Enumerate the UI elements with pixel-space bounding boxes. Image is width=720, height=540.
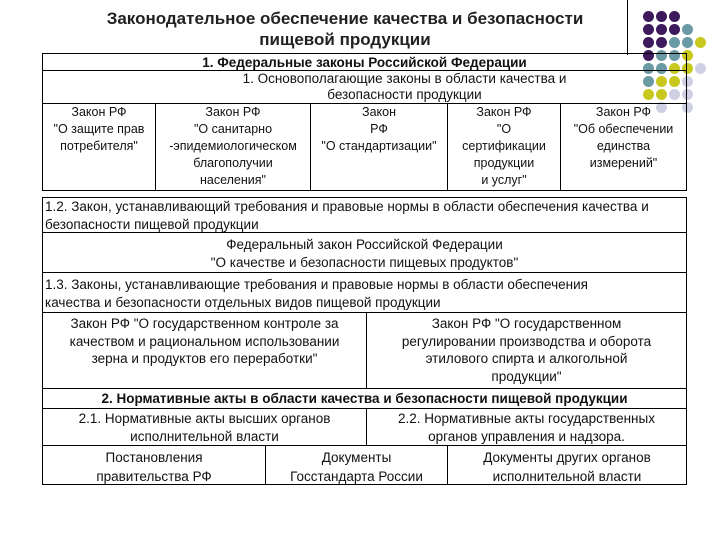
decorative-dot [656, 11, 667, 22]
law-alcohol-regulation: Закон РФ "О государственном регулировании производства и оборота этилового спирта и алкогольной продукции" [366, 312, 687, 389]
doc-other-authorities: Документы других органов исполнительной власти [447, 445, 687, 485]
divider-line [627, 0, 628, 55]
decorative-dot [656, 37, 667, 48]
decorative-dot [669, 24, 680, 35]
decorative-dot [682, 37, 693, 48]
section-1-header: 1. Федеральные законы Российской Федерации [42, 53, 687, 71]
law-standardization: Закон РФ "О стандартизации" [310, 103, 448, 191]
decorative-dot [695, 37, 706, 48]
decorative-dot [656, 24, 667, 35]
decorative-dot [669, 37, 680, 48]
law-sanitary: Закон РФ "О санитарно -эпидемиологическом благополучии населения" [155, 103, 311, 191]
law-measurements: Закон РФ "Об обеспечении единства измерений" [560, 103, 687, 191]
law-certification: Закон РФ "О сертификации продукции и услуг" [447, 103, 561, 191]
section-1-2: 1.2. Закон, устанавливающий требования и правовые нормы в области обеспечения качества и безопасности пищевой продукции [42, 197, 687, 233]
law-consumer-rights: Закон РФ "О защите прав потребителя" [42, 103, 156, 191]
section-2-1: 2.1. Нормативные акты высших органов исполнительной власти [42, 408, 367, 446]
decorative-dot [643, 24, 654, 35]
section-1-subheader: 1. Основополагающие законы в области качества и безопасности продукции [42, 70, 687, 104]
decorative-dot [643, 11, 654, 22]
decorative-dot [643, 37, 654, 48]
section-2-header: 2. Нормативные акты в области качества и безопасности пищевой продукции [42, 388, 687, 409]
federal-law-food-safety: Федеральный закон Российской Федерации "О качестве и безопасности пищевых продуктов" [42, 232, 687, 273]
decorative-dot [669, 11, 680, 22]
slide-title: Законодательное обеспечение качества и безопасности пищевой продукции [106, 9, 584, 49]
decorative-dot [682, 24, 693, 35]
law-grain-control: Закон РФ "О государственном контроле за качеством и рациональном использовании зерна и продуктов его переработки" [42, 312, 367, 389]
doc-government-resolutions: Постановления правительства РФ [42, 445, 266, 485]
doc-gosstandart: Документы Госстандарта России [265, 445, 448, 485]
decorative-dot [695, 63, 706, 74]
section-2-2: 2.2. Нормативные акты государственных органов управления и надзора. [366, 408, 687, 446]
section-1-3: 1.3. Законы, устанавливающие требования и правовые нормы в области обеспечения качества и безопасности отдельных видов пищевой продукции [42, 272, 687, 313]
